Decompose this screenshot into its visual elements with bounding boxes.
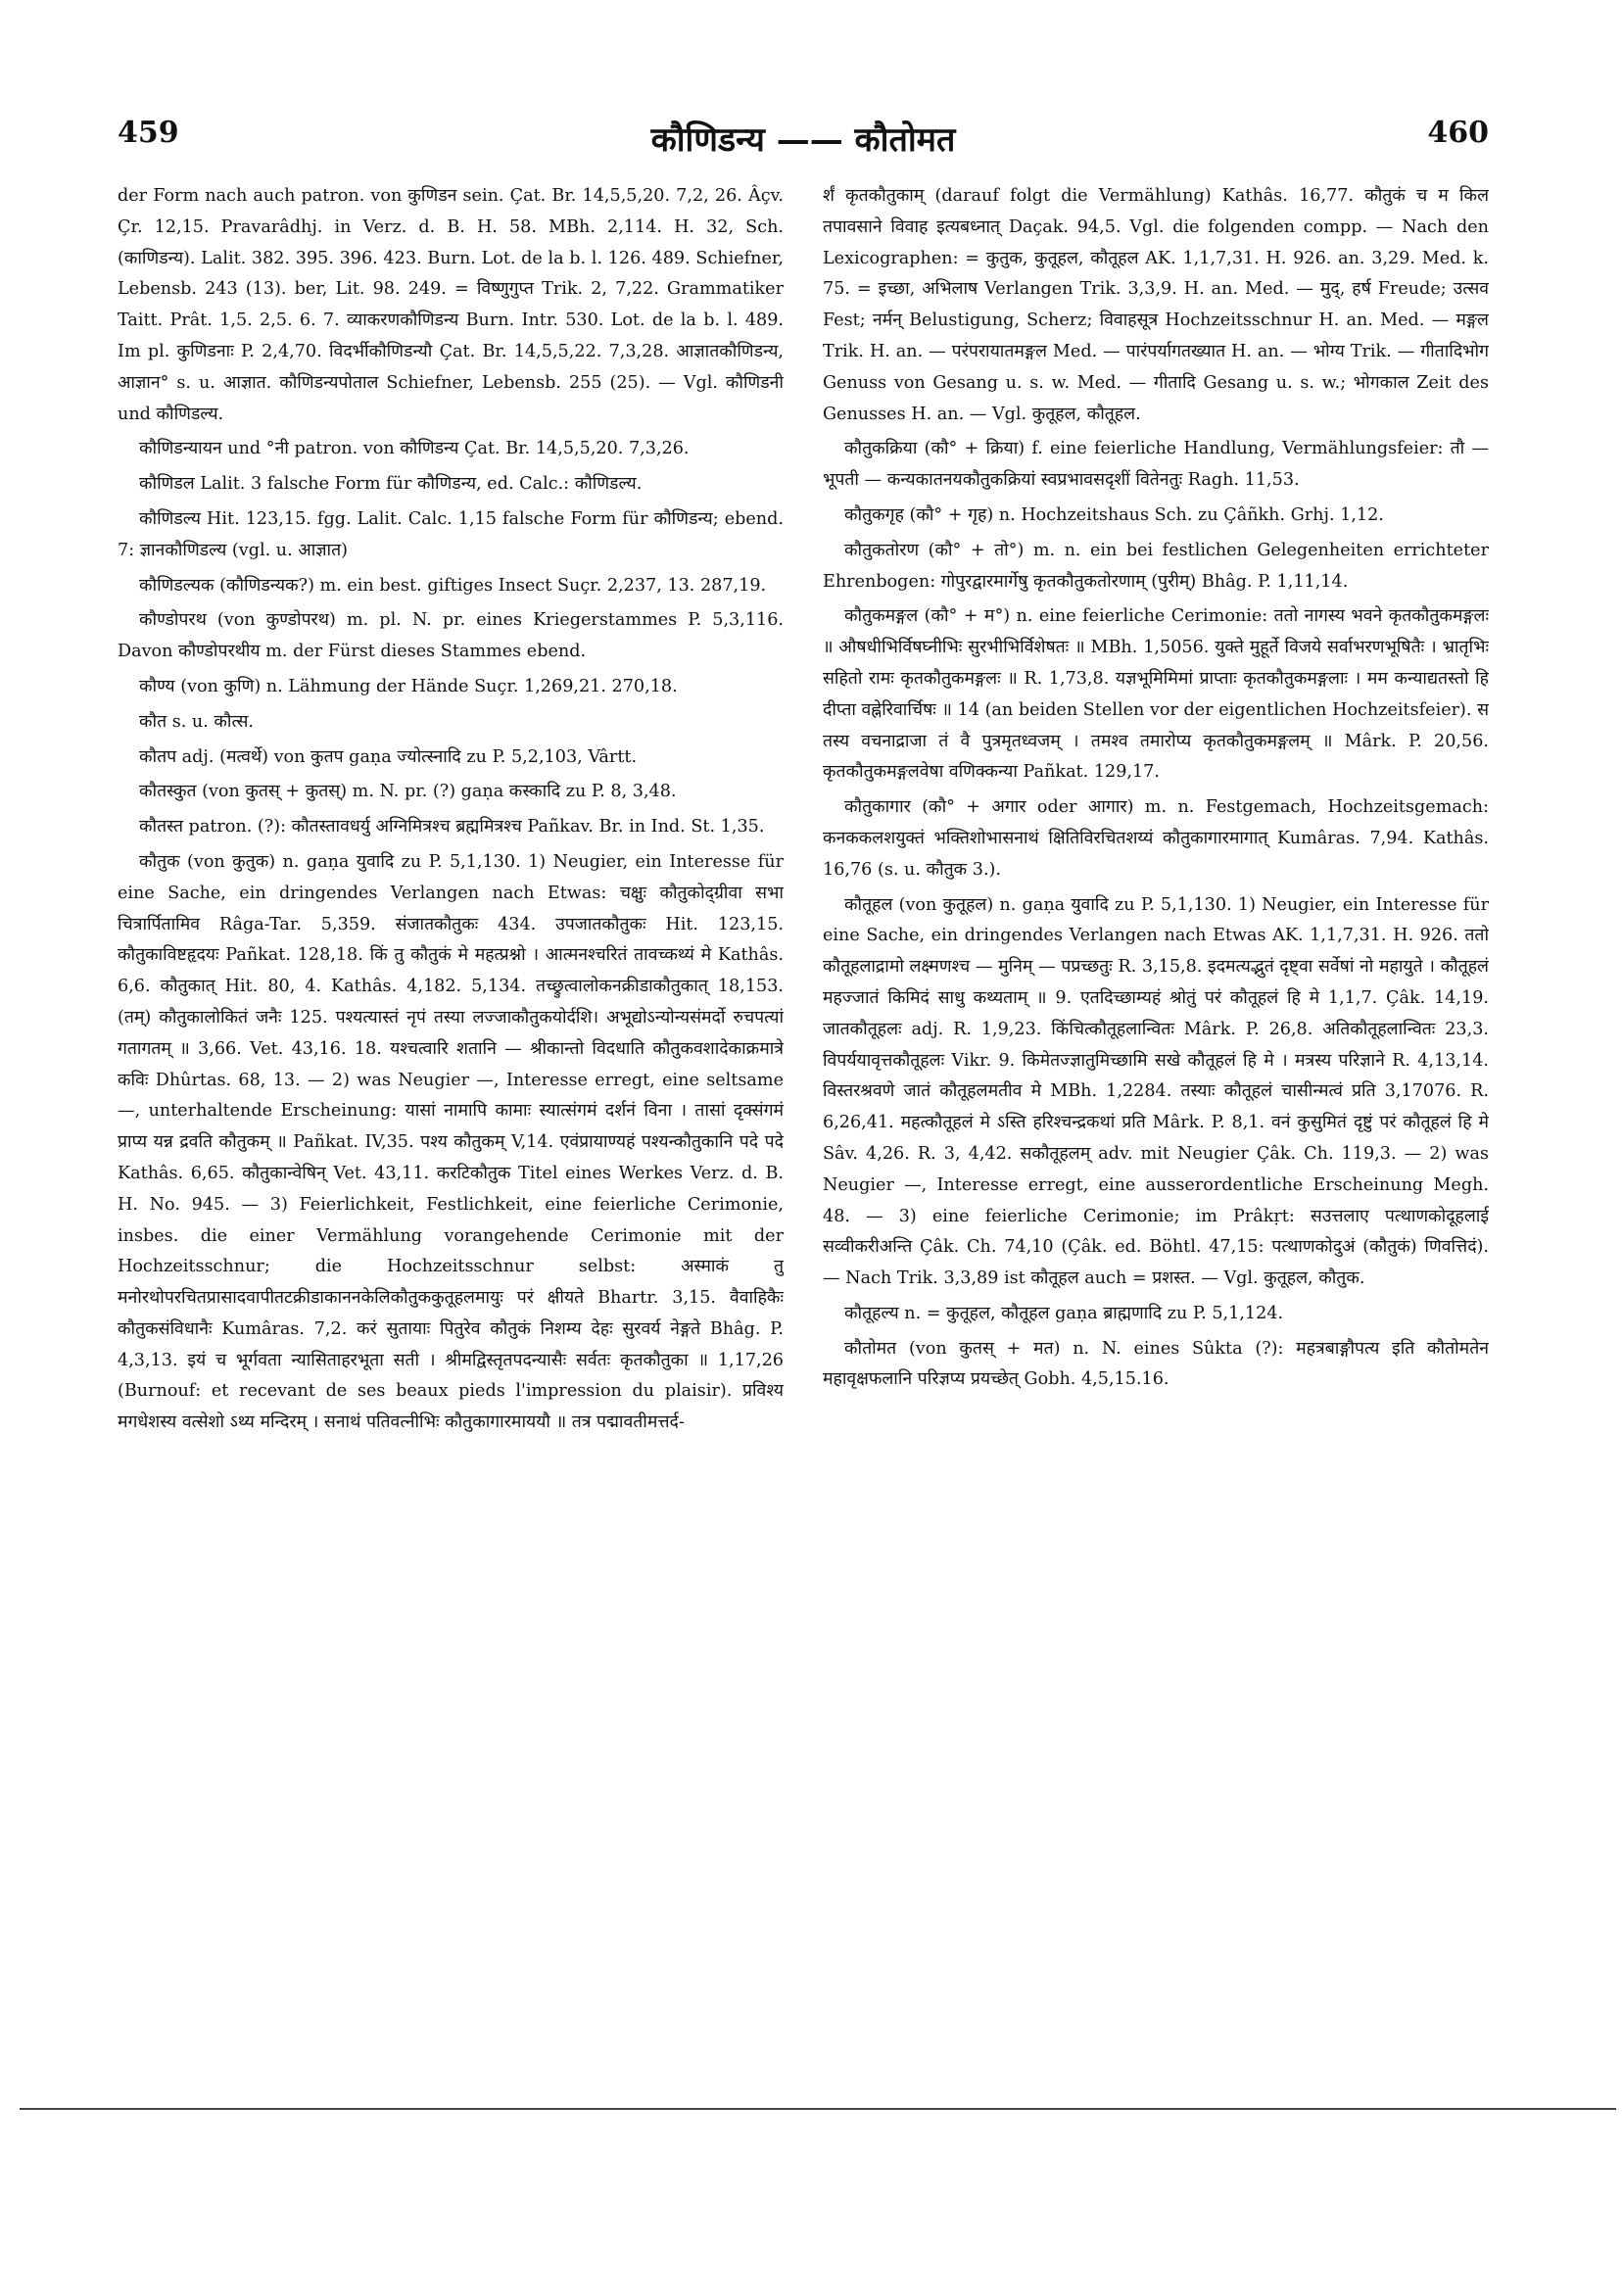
dictionary-entry: कौणिडल्यक (कौणिडन्यक?) m. ein best. giftiges Insect Suçr. 2,237, 13. 287,19. [139, 575, 767, 596]
dictionary-entry: कौतुकगृह (कौ° + गृह) n. Hochzeitshaus Sch. zu Çâñkh. Grhj. 1,12. [844, 504, 1384, 525]
dictionary-entry: कौतुकागार (कौ° + अगार oder आगार) m. n. Festgemach, Hochzeitsgemach: कनककलशयुक्तं भक्तिशोभासनाथं क्षितिविरचितशय्यं कौतुकागारमागात् Kumâras. 7,94. Kathâs. 16,76 (s. u. कौतुक 3.). [823, 797, 1489, 880]
page-number-right: 460 [1427, 116, 1489, 150]
dictionary-entry: कौतोमत (von कुतस् + मत) n. N. eines Sûkta (?): महत्रबाङ्गौपत्य इति कौतोमतेन महावृक्षफलानि परिज्ञप्य प्रयच्छेत् Gobh. 4,5,15.16. [823, 1338, 1489, 1390]
left-column [118, 181, 784, 1905]
dictionary-entry: कौतुकक्रिया (कौ° + क्रिया) f. eine feierliche Handlung, Vermählungsfeier: तौ — भूपती — कन्यकातनयकौतुकक्रियां स्वप्रभावसदृशीं वितेनतुः Ragh. 11,53. [823, 439, 1489, 491]
dictionary-entry: कौणिडल्य Hit. 123,15. fgg. Lalit. Calc. 1,15 falsche Form für कौणिडन्य; ebend. 7: ज्ञानकौणिडल्य (vgl. u. आज्ञात) [118, 508, 784, 560]
dictionary-entry: कौतस्कुत (von कुतस् + कुतस्) m. N. pr. (?) gaṇa कस्कादि zu P. 8, 3,48. [139, 782, 677, 802]
page-header [118, 116, 1489, 165]
dictionary-entry: कौतूहल्य n. = कुतूहल, कौतूहल gaṇa ब्राह्मणादि zu P. 5,1,124. [844, 1303, 1284, 1323]
right-column [823, 181, 1489, 1905]
dictionary-entry: कौण्डोपरथ (von कुण्डोपरथ) m. pl. N. pr. eines Kriegerstammes P. 5,3,116. Davon कौण्डोपरथीय m. der Fürst dieses Stammes ebend. [118, 610, 784, 662]
dictionary-entry: der Form nach auch patron. von कुणिडन sein. Çat. Br. 14,5,5,20. 7,2, 26. Âçv. Çr. 12,15. Pravarâdhj. in Verz. d. B. H. 58. MBh. 2,114. H. 32, Sch. (काणिडन्य). Lalit. 382. 395. 396. 423. Burn. Lot. de la b. l. 126. 489. Schiefner, Lebensb. 243 (13). ber, Lit. 98. 249. = विष्णुगुप्त Trik. 2, 7,22. Grammatiker Taitt. Prât. 1,5. 2,5. 6. 7. व्याकरणकौणिडन्य Burn. Intr. 530. Lot. de la b. l. 489. Im pl. कुणिडनाः P. 2,4,70. विदर्भीकौणिडन्यौ Çat. Br. 14,5,5,22. 7,3,28. आज्ञातकौणिडन्य, आज्ञान° s. u. आज्ञात. कौणिडन्यपोताल Schiefner, Lebensb. 255 (25). — Vgl. कौणिडनी und कौणिडल्य. [118, 186, 784, 424]
dictionary-entry: कौतूहल (von कुतूहल) n. gaṇa युवादि zu P. 5,1,130. 1) Neugier, ein Interesse für eine Sache, ein dringendes Verlangen nach Etwas AK. 1,1,7,31. H. 926. ततो कौतूहलाद्रामो लक्ष्मणश्च — मुनिम् — पप्रच्छतुः R. 3,15,8. इदमत्यद्भुतं दृष्ट्वा सर्वेषां नो महायुते । कौतूहलं महज्जातं किमिदं साधु कथ्यताम् ॥ 9. एतदिच्छाम्यहं श्रोतुं परं कौतूहलं हि मे 1,1,7. Çâk. 14,19. जातकौतूहलः adj. R. 1,9,23. किंचित्कौतूहलान्वितः Mârk. P. 26,8. अतिकौतूहलान्वितः 23,3. विपर्ययावृत्तकौतूहलः Vikr. 9. किमेतज्ज्ञातुमिच्छामि सखे कौतूहलं हि मे । मत्रस्य परिज्ञाने R. 4,13,14. विस्तरश्रवणे जातं कौतूहलमतीव मे MBh. 1,2284. तस्याः कौतूहलं चासीन्मत्वं प्रति 3,17076. R. 6,26,41. महत्कौतूहलं मे ऽस्ति हरिश्चन्द्रकथां प्रति Mârk. P. 8,1. वनं कुसुमितं दृष्टुं परं कौतूहलं हि मे Sâv. 4,26. R. 3, 4,42. सकौतूहलम् adv. mit Neugier Çâk. Ch. 119,3. — 2) was Neugier —, Interesse erregt, eine ausserordentliche Erscheinung Megh. 48. — 3) eine feierliche Cerimonie; im Prâkṛt: सउत्तलाए पत्थाणकोदूहलाई सव्वीकरीअन्ति Çâk. Ch. 74,10 (Çâk. ed. Böhtl. 47,15: पत्थाणकोदुअं (कौतुकं) णिवत्तिदं). — Nach Trik. 3,3,89 ist कौतूहल auch = प्रशस्त. — Vgl. कुतूहल, कौतुक. [823, 894, 1489, 1289]
dictionary-entry: कौण्य (von कुणि) n. Lähmung der Hände Suçr. 1,269,21. 270,18. [139, 676, 678, 696]
page-number-left: 459 [118, 116, 179, 150]
running-headword: कौणिडन्य —— कौतोमत [650, 120, 956, 160]
dictionary-entry: कौतुकमङ्गल (कौ° + म°) n. eine feierliche Cerimonie: ततो नागस्य भवने कृतकौतुकमङ्गलः ॥ औषधीभिर्विषघ्नीभिः सुरभीभिर्विशेषतः ॥ MBh. 1,5056. युक्ते मुहूर्ते विजये सर्वाभरणभूषितैः । भ्रातृभिः सहितो रामः कृतकौतुकमङ्गलः ॥ R. 1,73,8. यज्ञभूमिमिमां प्राप्ताः कृतकौतुकमङ्गलाः । मम कन्याद्यतस्तो हि दीप्ता वह्नेरिवार्चिषः ॥ 14 (an beiden Stellen vor der eigentlichen Hochzeitsfeier). स तस्य वचनाद्राजा तं वै पुत्रमृतध्वजम् । तमश्व तमारोप्य कृतकौतुकमङ्गलम् ॥ Mârk. P. 20,56. कृतकौतुकमङ्गलवेषा वणिक्कन्या Pañkat. 129,17. [823, 606, 1489, 783]
dictionary-columns [118, 181, 1489, 1905]
dictionary-entry: कौत s. u. कौत्स. [139, 711, 255, 732]
dictionary-entry: कौतप adj. (मत्वर्थे) von कुतप gaṇa ज्योत्स्नादि zu P. 5,2,103, Vârtt. [139, 746, 638, 767]
dictionary-entry: कौतुकतोरण (कौ° + तो°) m. n. ein bei festlichen Gelegenheiten errichteter Ehrenbogen: गोपुरद्वारमार्गेषु कृतकौतुकतोरणाम् (पुरीम्) Bhâg. P. 1,11,14. [823, 540, 1489, 592]
bottom-rule [20, 2108, 1616, 2110]
dictionary-entry: कौतस्त patron. (?): कौतस्तावधर्यु अग्निमित्रश्च ब्रह्ममित्रश्च Pañkav. Br. in Ind. St. 1,35. [139, 817, 765, 837]
dictionary-entry: र्शं कृतकौतुकाम् (darauf folgt die Vermählung) Kathâs. 16,77. कौतुकं च म किल तपावसाने विवाह इत्यबध्नात् Daçak. 94,5. Vgl. die folgenden compp. — Nach den Lexicographen: = कुतुक, कुतूहल, कौतूहल AK. 1,1,7,31. H. 926. an. 3,29. Med. k. 75. = इच्छा, अभिलाष Verlangen Trik. 3,3,9. H. an. Med. — मुद्, हर्ष Freude; उत्सव Fest; नर्मन् Belustigung, Scherz; विवाहसूत्र Hochzeitsschnur H. an. Med. — मङ्गल Trik. H. an. — परंपरायातमङ्गल Med. — पारंपर्यागतख्यात H. an. — भोग्य Trik. — गीतादिभोग Genuss von Gesang u. s. w. Med. — गीतादि Gesang u. s. w.; भोगकाल Zeit des Genusses H. an. — Vgl. कुतूहल, कौतूहल. [823, 186, 1489, 424]
dictionary-entry: कौतुक (von कुतुक) n. gaṇa युवादि zu P. 5,1,130. 1) Neugier, ein Interesse für eine Sache, ein dringendes Verlangen nach Etwas: चक्षुः कौतुकोद्ग्रीवा सभा चित्रार्पितामिव Râga-Tar. 5,359. संजातकौतुकः 434. उपजातकौतुकः Hit. 123,15. कौतुकाविष्टहृदयः Pañkat. 128,18. किं तु कौतुकं मे महत्प्रश्नो । आत्मनश्चरितं तावच्कथ्यं मे Kathâs. 6,6. कौतुकात् Hit. 80, 4. Kathâs. 4,182. 5,134. तच्छ्रुत्वालोकनक्रीडाकौतुकात् 18,153. (तम्) कौतुकालोकितं जनैः 125. पश्यत्यास्तं नृपं तस्या लज्जाकौतुकयोर्दशि। अभूद्योऽन्योन्यसंमर्दो रुचपत्यां गतागतम् ॥ 3,66. Vet. 43,16. 18. यश्चत्वारि शतानि — श्रीकान्तो विदधाति कौतुकवशादेकाक्रमात्रे कविः Dhûrtas. 68, 13. — 2) was Neugier —, Interesse erregt, eine seltsame —, unterhaltende Erscheinung: यासां नामापि कामाः स्यात्संगमं दर्शनं विना । तासां दृक्संगमं प्राप्य यन्न द्रवति कौतुकम् ॥ Pañkat. IV,35. पश्य कौतुकम् V,14. एवंप्रायाण्यहं पश्यन्कौतुकानि पदे पदे Kathâs. 6,65. कौतुकान्वेषिन् Vet. 43,11. करटिकौतुक Titel eines Werkes Verz. d. B. H. No. 945. — 3) Feierlichkeit, Festlichkeit, eine feierliche Cerimonie, insbes. die einer Vermählung vorangehende Cerimonie mit der Hochzeitsschnur; die Hochzeitsschnur selbst: अस्माकं तु मनोरथोपरचितप्रासादवापीतटक्रीडाकाननकेलिकौतुककुतूहलमायुः परं क्षीयते Bhartr. 3,15. वैवाहिकैः कौतुकसंविधानैः Kumâras. 7,2. करं सुतायाः पितुरेव कौतुकं निशम्य देहः सुरवर्य नेङ्गते Bhâg. P. 4,3,13. इयं च भूर्गवता न्यासिताहरभूता सती । श्रीमद्विस्तृतपदन्यासैः सर्वतः कृतकौतुका ॥ 1,17,26 (Burnouf: et recevant de ses beaux pieds l'impression du plaisir). प्रविश्य मगधेशस्य वत्सेशो ऽथ्य मन्दिरम् । सनाथं पतिवत्नीभिः कौतुकागारमाययौ ॥ तत्र पद्मावतीमत्तर्द- [118, 851, 784, 1433]
dictionary-entry: कौणिडल Lalit. 3 falsche Form für कौणिडन्य, ed. Calc.: कौणिडल्य. [139, 474, 643, 495]
dictionary-entry: कौणिडन्यायन und °नी patron. von कौणिडन्य Çat. Br. 14,5,5,20. 7,3,26. [139, 439, 690, 459]
